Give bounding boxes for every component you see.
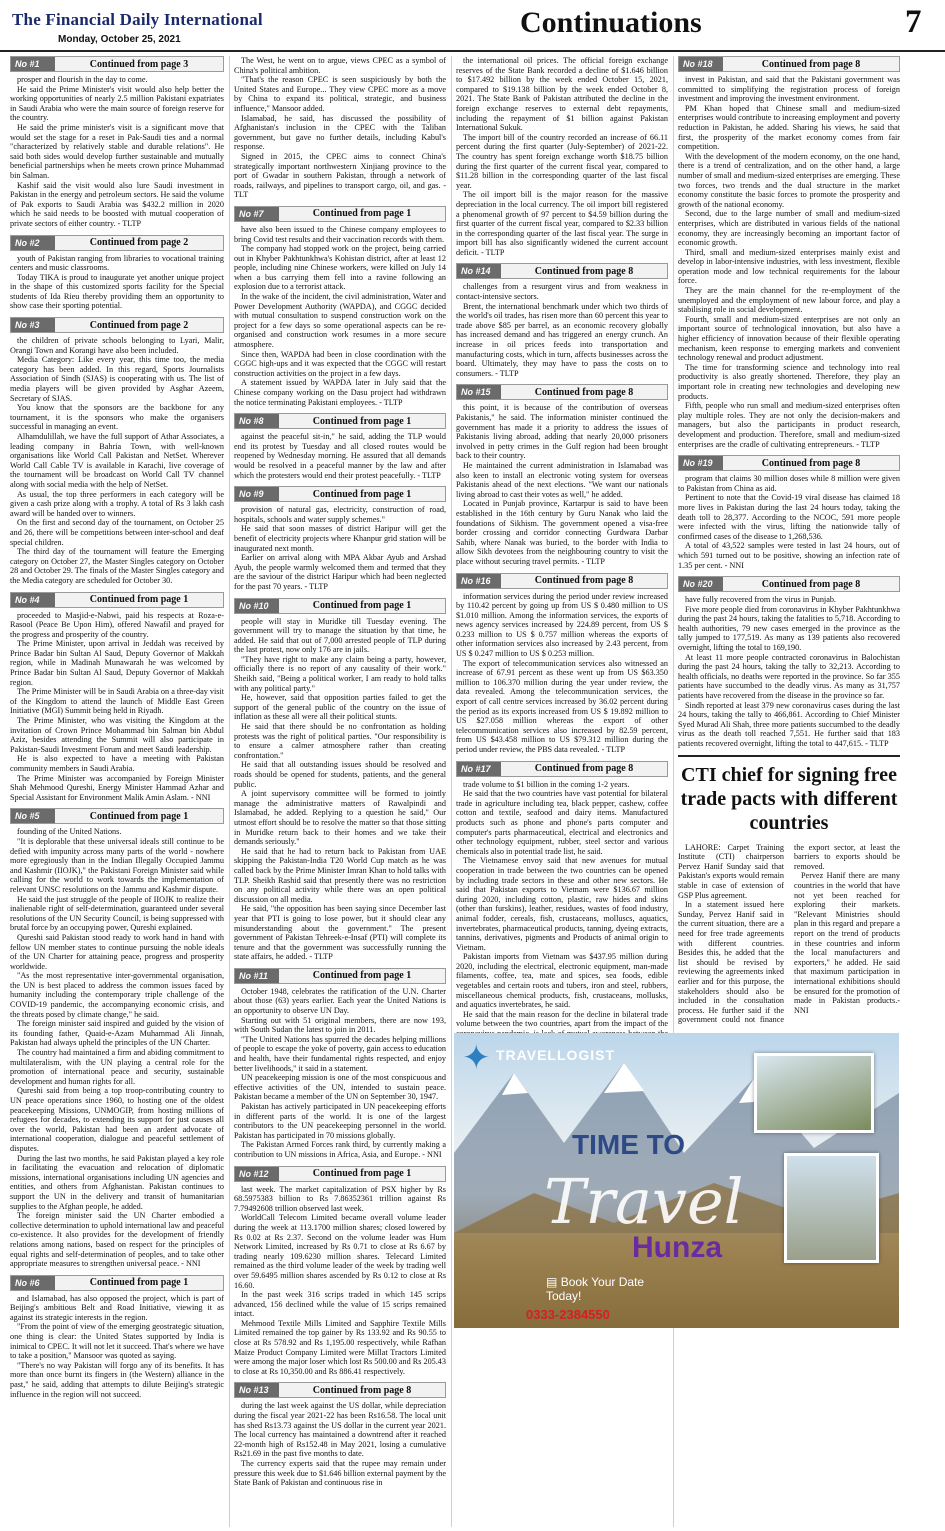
story-paragraph: "That's the reason CPEC is seen suspiciously by both the United States and Europe... They view CPEC more as a move by China to expand its political, strategic, and business influence," Mansoor added. — [234, 75, 446, 113]
story-paragraph: trade volume to $1 billion in the coming 1-2 years. — [463, 779, 630, 789]
story-paragraph: The Prime Minister will be in Saudi Arabia on a three-day visit of the Kingdom to attend the launch of Middle East Green Initiative (MGI) Summit being held in Riyadh. — [10, 687, 224, 716]
story-paragraph: Media Category: Like every year, this time too, the media category has been added. In this regard, Sports Journalists Association of Sindh (SJAS) is cooperating with us. The list of media players will be given provided by Asghar Azeem, Secretary of SJAS. — [10, 355, 224, 403]
ad-headline: TIME TO — [572, 1128, 686, 1160]
story-paragraph: He said the prime minister's visit is a significant move that would set the stage for a reset in Pak-Saudi ties and a normal "characterized by relatively stable and durable relations". He said both sides would develop further sustainable and mutually beneficial partnerships when he meets crown prince Muhammad bin Salman. — [10, 122, 224, 180]
story-paragraph: Qureshi said Pakistan stood ready to work hand in hand with fellow UN member states to continue pursuing the noble ideals of the UN Charter for attaining peace, progress and prosperity worldwide. — [10, 932, 224, 971]
continued-from-label: Continued from page 8 — [534, 575, 634, 586]
story-header — [456, 573, 668, 589]
story-paragraph: The Vietnamese envoy said that new avenues for mutual cooperation in trade between the two countries can be opened by including trade sectors in these and other new sectors. He said that Pakistan exports to Vietnam were $136.67 million during 2020, including cotton, plastic, raw hides and skins (other than furskins), leather, residues, wastes of food industry, animal fodder, cereals, fish, crustaceans, molluscs, aquatics, invertebrates, pharmaceutical products, tanning, dyeing extracts, tannins, derivatives, pigments and Products of animal origin to Vietnam. — [456, 856, 668, 952]
ad-destination: Hunza — [632, 1230, 722, 1264]
feature-headline: CTI chief for signing free trade pacts with different countries — [678, 755, 900, 843]
story-paragraph: He said that the main reason for the decline in bilateral trade volume between the two countries, apart from the impact of the — [456, 1009, 668, 1029]
continued-from-label: Continued from page 1 — [312, 415, 412, 427]
story — [234, 206, 446, 407]
story-paragraph: The West, he went on to argue, views CPEC as a symbol of China's political ambition. — [234, 56, 446, 75]
continued-from-label: Continued from page 2 — [89, 237, 189, 248]
story-number: No #4 — [11, 593, 55, 607]
page-number: 7 — [905, 4, 922, 40]
story-header — [10, 808, 224, 824]
ad-photo-1 — [754, 1053, 874, 1133]
continued-from-label: Continued from page 8 — [534, 763, 634, 775]
story-paragraph: program that claims 30 million doses while 8 million were given to Pakistan from China as aid. — [678, 474, 900, 493]
story-paragraph: Pertinent to note that the Covid-19 viral disease has claimed 18 more lives in Pakistan during the last 24 hours today, taking the death toll to 28,377. According to the NCOC, 591 more people were infected with the virus, lifting the nationwide tally of confirmed cases of the disease to 1,268,536. — [678, 493, 900, 541]
continued-from-label: Continued from page 1 — [312, 600, 412, 611]
story-paragraph: Kashif said the visit would also lure Saudi investment in Pakistan in the energy and petroleum sectors. He said the volume of Pak exports to Saudi Arabia was $432.2 million in 2020 which he said needs to be boosted with mutual cooperation of private sectors of either country. - TLTP — [10, 180, 224, 228]
story-paragraph: He, however, said that opposition parties failed to get the support of the general public of the country on the issue of inflation as these all were all their political stunts. — [234, 693, 446, 722]
story-paragraph: Today TIKA is proud to inaugurate yet another unique project in the shape of this customized sports facility for the Special students of Ida Rieu thereby providing them an opportunity to show case their sporting potential. — [10, 272, 224, 311]
story-paragraph: You know that the sponsors are the backbone for any tournament, it is the sponsors who make the organisers successful in managing an event. — [10, 403, 224, 432]
story-paragraph: "They have right to make any claim being a party, however, officially there is no report of any causality of their work." Sheikh said, "Being a political worker, I am ready to hold talks with any political party." — [234, 654, 446, 693]
story-number: No #1 — [11, 57, 55, 71]
story — [234, 968, 446, 1160]
column-2 — [234, 56, 446, 1527]
story-paragraph: Located in Punjab province, Kartarpur is said to have been established in the 16th century by Guru Nanak who laid the foundations of Sikhism. The government opened a visa-free border crossing and corridor connecting Gurdwara Darbar Sahib, where Nanak was buried, to the border with India to allow Sikh devotees from the neighbouring country to visit the place without securing travel permits. - TLTP — [456, 499, 668, 566]
continued-from-label: Continued from page 3 — [89, 58, 189, 70]
continued-from-label: Continued from page 1 — [312, 488, 412, 500]
story-header — [10, 235, 224, 251]
continued-from-label: Continued from page 1 — [89, 594, 189, 605]
story-header — [678, 56, 900, 72]
story-paragraph: "There's no way Pakistan will forgo any of its benefits. It has more than once burnt its fingers in (the Western) alliance in the past," he said, adding that attempts to dilute Beijing's strategic influence in the region will not succeed. — [10, 1360, 224, 1399]
feature-article — [678, 755, 900, 1025]
story-paragraph: against the peaceful sit-in," he said, adding the TLP would end its protest by Tuesday and all closed routes would be reopened by Wednesday morning. He assured that all demands would be resolved in a peaceful manner by the law and after which the protesters would end their protest peacefully. - TLTP — [234, 432, 446, 480]
story-paragraph: Since then, WAPDA had been in close coordination with the CGGC high-ups and it was expected that the CGGC will restart construction activities on the project in a few days. — [234, 349, 446, 378]
story-paragraph: Sindh reported at least 379 new coronavirus cases during the last 24 hours, taking the tally to 466,861. According to Chief Minister Syed Murad Ali Shah, three more patients succumbed to the deadly virus as the death toll reached 7,551. He further said that 183 patients recovered overnight, lifting the total to 447,615. - TLTP — [678, 700, 900, 748]
story-paragraph: A total of 43,522 samples were tested in last 24 hours, out of which 591 turned out to be positive, showing an infection rate of 1.35 per cent. - NNI — [678, 541, 900, 570]
story-paragraph: A statement issued by WAPDA later in July said that the Chinese company working on the Dasu project had withdrawn the notice terminating Pakistani employees. - TLTP — [234, 378, 446, 407]
story-paragraph: The Prime Minister, who was visiting the Kingdom at the invitation of Crown Prince Mohammad bin Salman bin Abdul Aziz, besides attending the Summit will also participate in Pakistan-Saudi Investment Forum and meet Saudi leadership. — [10, 716, 224, 754]
story-number: No #18 — [679, 57, 723, 71]
story-header — [10, 56, 224, 72]
feature-paragraph: Pervez Hanif there are many countries in the world that have not yet been reached for exploring their markets. "Relevant Ministries should plan in this regard and prepare a report on the trend of products in these countries and inform the local manufacturers and exporters," he added. He said that maximum participation in international exhibitions should be ensured for the promotion of made in Pakistan products.- NNI — [794, 871, 900, 1015]
story-paragraph: WorldCall Telecom Limited became overall volume leader during the week at 113.1700 million shares; closed lowered by Rs 0.02 at Rs 2.37. Second on the volume leader was Hum Network Limited, increased by Rs 0.71 to close at Rs 6.67 by trading nearly 109.6230 million shares. Telecard Limited remained as the third volume leader of the week by trading well over 59.6495 million shares ascended by Rs 0.12 to close at Rs 16.60. — [234, 1213, 446, 1290]
story — [456, 263, 668, 378]
story-paragraph: Earlier on arrival along with MPA Akbar Ayub and Arshad Ayub, the people warmly welcomed them and termed that they are the saviour of the district Haripur which had been neglected for the past 70 years. - TLTP — [234, 553, 446, 591]
story-paragraph: proceeded to Masjid-e-Nabwi, paid his respects at Roza-e-Rasool (Peace Be Upon Him), offered Nawafil and prayed for the progress and prosperity of the country. — [10, 610, 224, 639]
story-paragraph: invest in Pakistan, and said that the Pakistani government was committed to simplifying the registration process of foreign investment and improving the investment environment. — [678, 75, 900, 104]
story-paragraph: PM Khan hoped that Chinese small and medium-sized enterprises would contribute to increasing employment and poverty reduction in Pakistan, he added. Sharing his views, he said that first, the prosperity of the market economy comes from fair competition. — [678, 103, 900, 152]
story-paragraph: The Pakistan Armed Forces rank third, by currently making a contribution to UN missions in Africa, Asia, and Europe. - NNI — [234, 1140, 446, 1159]
story-number: No #2 — [11, 236, 55, 250]
continued-from-label: Continued from page 1 — [89, 810, 189, 822]
story-paragraph: during the last week against the US dollar, while depreciation during the fiscal year 2021-22 has been Rs16.58. The local unit has shed Rs13.73 against the US dollar in the current year 2021. The local currency has maintained a downtrend after it reached 22-month high of Rs152.48 in May 2021, losing a cumulative Rs21.69 in the past five months to date. — [234, 1401, 446, 1459]
story-paragraph: The oil import bill is the major reason for the massive depreciation in the local currency. The oil import bill registered a phenomenal growth of 97 percent to $4.59 billion during the first quarter of the current fiscal year, compared to $2.33 billion in the corresponding quarter of the last fiscal year. The surge in import bill has also significantly widened the current account deficit. - TLTP — [456, 190, 668, 257]
story-paragraph: He said that he had to return back to Pakistan from UAE skipping the Pakistan-India T20 World Cup match as he was called back by the Prime Minister Imran Khan to hold talks with TLP. Sheikh Rashid said that presently there was no restriction on any political activity while there was an open political discussion on all media. — [234, 846, 446, 904]
story-number: No #15 — [457, 385, 501, 399]
story — [678, 576, 900, 749]
story-paragraph: Pakistan imports from Vietnam was $437.95 million during 2020, including the electrical, electronic equipment, man-made filaments, coffee, tea, mate and spices, sea foods, edible vegetables and certain roots and tubers, iron and steel, rubbers, miscellaneous chemical products, fish, crustaceans, mollusks, and aquatics invertebrates, he said. — [456, 952, 668, 1010]
story-paragraph: In the past week 316 scrips traded in which 145 scrips advanced, 156 declined while the value of 15 scrips remained intact. — [234, 1290, 446, 1319]
feature-body — [678, 843, 900, 1025]
story-paragraph: the international oil prices. The official foreign exchange reserves of the State Bank recorded a decline of $1.646 billion to $17.492 billion by the week ended October 15, 2021, compared to $19.138 billion by the week ended October 8, 2021. The State Bank of Pakistan attributed the decline in the foreign exchange reserves to external debt repayments, including the repayment of $1 billion against Pakistan International Sukuk. — [456, 56, 668, 133]
story-paragraph: last week. The market capitalization of PSX higher by Rs 68.5975383 billion to Rs 7.86352361 trillion against Rs 7.79492608 trillion observed last week. — [234, 1184, 446, 1213]
column-divider — [229, 56, 230, 1527]
story-number: No #3 — [11, 318, 55, 332]
story-paragraph: youth of Pakistan ranging from libraries to vocational training centers and music classrooms. — [10, 253, 224, 273]
story — [10, 592, 224, 803]
story-paragraph: He said the Prime Minister's visit would also help better the working opportunities of nearly 2.5 million Pakistani expatriates in Saudi Arabia who were the main source of foreign reserve for the country. — [10, 84, 224, 123]
story-paragraph: The time for transforming science and technology into real productivity is also greatly shortened. Therefore, they play an important role in creating new technologies and developing new products. — [678, 362, 900, 401]
story-paragraph: Signed in 2015, the CPEC aims to connect China's strategically important northwestern Xinjiang province to the port of Gwadar in southern Pakistan, through a network of roads, railways, and pipelines to transport cargo, oil, and gas. - TLT — [234, 151, 446, 200]
continued-from-label: Continued from page 8 — [534, 386, 634, 398]
story-paragraph: The foreign minister said the UN Charter embodied a collective determination to uphold international law and peaceful co-existence. It also provides for the development of friendly relations among nations, based on respect for the principles of equal rights and self-determination of peoples, and to take other appropriate measures to strengthen universal peace. - NNI — [10, 1211, 224, 1269]
story-paragraph: Pakistan has actively participated in UN peacekeeping efforts in different parts of the world. It is one of the largest contributors to the UN peacekeeping personnel in the world. Pakistan has participated in 70 missions globally. — [234, 1102, 446, 1140]
masthead — [0, 0, 945, 52]
story-header — [10, 317, 224, 333]
story-number: No #7 — [235, 207, 279, 221]
travel-advertisement[interactable] — [454, 1033, 899, 1328]
story-number: No #17 — [457, 762, 501, 776]
story-paragraph: Mehmood Textile Mills Limited and Sapphire Textile Mills Limited remained the top gainer by Rs 133.92 and Rs 90.55 to close at Rs 578.92 and Rs 1,195.00 respectively, while Rafhan Maize Product Company Limited were Millat Tractors Limited were among the major loser which lost Rs 500.00 and Rs 205.43 to close at Rs 10,350.00 and Rs 886.41 respectively. — [234, 1318, 446, 1376]
story-number: No #19 — [679, 456, 723, 470]
story-header — [234, 1166, 446, 1182]
story-paragraph: Qureshi said from being a top troop-contributing country to UN peace operations since 1960, to hosting one of the oldest peacekeeping Missions, UNMOGIP, from hosting millions of refugees for decades, to extending its support for just causes all over the world, Pakistan had been an ardent advocate of international cooperation, dialogue and peaceful settlement of disputes. — [10, 1086, 224, 1153]
story-paragraph: He said the just struggle of the people of IIOJK to realize their inalienable right of self-determination, guaranteed under several resolutions of the UN Security Council, is being suppressed with brutal force by an occupying power, Qureshi explained. — [10, 894, 224, 933]
story — [234, 56, 446, 200]
story-paragraph: Starting out with 51 original members, there are now 193, with South Sudan the latest to join in 2011. — [234, 1015, 446, 1035]
story-paragraph: UN peacekeeping mission is one of the most conspicuous and effective activities of the UN, intended to sustain peace. Pakistan became a member of the UN on September 30, 1947. — [234, 1073, 446, 1102]
story-paragraph: have fully recovered from the virus in Punjab. — [685, 595, 836, 605]
story-paragraph: The foreign minister said inspired and guided by the vision of its founding father, Quaid-e-Azam Muhammad Ali Jinnah, Pakistan had always upheld the principles of the UN Charter. — [10, 1019, 224, 1048]
story — [456, 56, 668, 257]
story-header — [234, 206, 446, 222]
bird-logo-icon: ✦ — [462, 1039, 491, 1077]
story-paragraph: Islamabad, he said, has discussed the possibility of Afghanistan's inclusion in the CPEC with the Taliban government, but gave no further details, including Kabul's response. — [234, 113, 446, 152]
story-header — [234, 413, 446, 429]
story-paragraph: The Prime Minister, upon arrival in Jeddah was received by Prince Badar bin Sultan Al Saud, Deputy Governor of Makkah region, while in Madinah Munawarah he was welcomed by Prince Badar bin Sultan Al Saud, Deputy Governor of Makkah region. — [10, 639, 224, 687]
story-paragraph: people will stay in Muridke till Tuesday evening. The government will try to manage the situation by that time, he added. He said that out of 7,000 arrested people of TLP during the last protest, now only 176 are in jails. — [234, 616, 446, 655]
story-paragraph: Fourth, small and medium-sized enterprises are not only an important source of technological innovation, but also have a higher efficiency of innovation because of their flexible operating mechanism, keen response to emerging markets and convenient technology renewal and product adjustment. — [678, 314, 900, 363]
story — [10, 235, 224, 312]
ad-brand: TRAVELLOGIST — [496, 1046, 616, 1063]
calendar-icon: ▤ — [546, 1274, 558, 1289]
story-paragraph: They are the main channel for the re-employment of the unemployed and the employment of new labour force, and play a stabilising role in social development. — [678, 286, 900, 315]
story — [234, 1166, 446, 1377]
story-paragraph: He said, "the opposition has been saying since December last year that PTI is going to lose power, but it should clear any misunderstanding about the government." The present government of Pakistan Tehreek-e-Insaf (PTI) will complete its tenure and that the government was successfully running the state affairs, he added. - TLTP — [234, 904, 446, 962]
story-paragraph: "The United Nations has spurred the decades helping millions of people to escape the yoke of poverty, gain access to education and health, have their fundamental rights respected, and enjoy better livelihoods," it said in a statement. — [234, 1034, 446, 1073]
ad-cta-line2: Today! — [546, 1288, 582, 1303]
story-paragraph: "From the point of view of the emerging geostrategic situation, one thing is clear: the United States supported by India is inimical to CPEC. It will not let it succeed. That's where we have to take a position," Mansoor was quoted as saying. — [10, 1322, 224, 1361]
story — [234, 1382, 446, 1487]
story-number: No #9 — [235, 487, 279, 501]
story-header — [456, 263, 668, 279]
story-paragraph: The third day of the tournament will feature the Emerging category on October 27, the Master Singles category on October 28 and October 29. The finals of the Master Singles category and the Media category are scheduled for October 30. — [10, 547, 224, 585]
story — [456, 573, 668, 755]
story — [10, 56, 224, 229]
story — [234, 598, 446, 962]
story-paragraph: A joint supervisory committee will be formed to jointly manage the administrative matters of Rawalpindi and Islamabad, he added. Replying to a question he said," Our utmost effort should be to resolve the matter so that those sitting in Muridke return back to their homes and we take their demands seriously." — [234, 789, 446, 847]
story-paragraph: Brent, the international benchmark under which two thirds of the world's oil trades, has risen more than 60 percent this year to trade above $85 per barrel, as an economic recovery globally has increased demand and has triggered an energy crunch. An increase in oil prices feeds into transportation and manufacturing costs, which in turn, affects businesses across the board. Ultimately, they may have to pass the costs on to consumers. - TLTP — [456, 301, 668, 378]
story-paragraph: He said that soon masses of district Haripur will get the benefit of electricity projects where Khanpur grid station will be inaugurated next month. — [234, 524, 446, 553]
story — [678, 56, 900, 449]
story-paragraph: At least 11 more people contracted coronavirus in Balochistan during the past 24 hours, taking the tally to 32,213. According to health officials, no deaths were reported in the province. So far 355 patients have succumbed to the deadly virus. As many as 31,757 patients have recovered from the disease in the province so far. — [678, 652, 900, 701]
story-paragraph: He maintained the current administration in Islamabad was also keen to install an electronic voting system for overseas Pakistanis ahead of the next elections. "We want our nationals living abroad to cast their votes as well," he added. — [456, 460, 668, 499]
story-paragraph: "It is deplorable that these universal ideals still continue to be defied with impunity across many parts of the world - nowhere more egregiously than in the Indian Illegally Occupied Jammu and Kashmir (IIOJK)," the Pakistani Foreign Minister said while calling for the world to work towards the implementation of relevant UNSC resolutions on the Jammu and Kashmir dispute. — [10, 836, 224, 894]
story-paragraph: The Prime Minister was accompanied by Foreign Minister Shah Mehmood Qureshi, Energy Minister Hammad Azhar and Special Assistant for Environment Malik Amin Aslam. - NNI — [10, 773, 224, 802]
story-paragraph: the children of private schools belonging to Lyari, Malir, Orangi Town and Korangi have also been included. — [10, 336, 224, 355]
story-paragraph: information services during the period under review increased by 110.42 percent by going up from US $ 0.480 million to US $1.010 million. Among the information services, the exports of news agency services increased by 224.89 percent, from US $ 0.233 million to US $ 0.757 million whereas the exports of other information services also increased by 2.43 percent, from US $ 0.247 million to US $ 0.253 million. — [456, 591, 668, 659]
story — [10, 317, 224, 585]
story-header — [234, 486, 446, 502]
story-paragraph: prosper and flourish in the day to come. — [17, 75, 148, 84]
story-number: No #13 — [235, 1383, 279, 1397]
story-paragraph: The currency experts said that the rupee may remain under pressure this week due to $1.646 billion external payment by the State Bank of Pakistan and continuous rise in — [234, 1459, 446, 1488]
ad-cta[interactable] — [546, 1275, 644, 1303]
newspaper-name: The Financial Daily International — [12, 10, 263, 29]
continued-from-label: Continued from page 8 — [761, 578, 861, 590]
ad-script-word: Travel — [544, 1164, 744, 1238]
story-paragraph: The country had maintained a firm and abiding commitment to multilateralism, with the UN playing a central role for the promotion of international peace and security, sustainable development and human rights for all. — [10, 1048, 224, 1086]
story-number: No #12 — [235, 1167, 279, 1181]
story-number: No #10 — [235, 599, 279, 613]
story-header — [234, 1382, 446, 1398]
continued-from-label: Continued from page 8 — [761, 457, 861, 469]
story-paragraph: The import bill of the country recorded an increase of 66.11 percent during the first quarter (July-September) of 2021-22. The country has spent foreign exchange worth $18.75 billion during the first quarter of the current fiscal year, compared to $11.28 billion in the corresponding quarter of the last fiscal year. — [456, 132, 668, 190]
continued-from-label: Continued from page 8 — [312, 1384, 412, 1396]
story-number: No #6 — [11, 1276, 55, 1290]
story-number: No #8 — [235, 414, 279, 428]
story-paragraph: October 1948, celebrates the ratification of the U.N. Charter about those (63) years earlier. Each year the United Nations is an opportunity to observe UN Day. — [234, 986, 446, 1016]
continued-from-label: Continued from page 1 — [89, 1277, 189, 1289]
story-header — [456, 761, 668, 777]
continued-from-label: Continued from page 1 — [312, 208, 412, 220]
ad-phone[interactable]: 0333-2384550 — [526, 1306, 610, 1322]
issue-date: Monday, October 25, 2021 — [58, 34, 181, 45]
story-paragraph: On the first and second day of the tournament, on October 25 and 26, there will be competitions between inter-school and deaf special children. — [10, 518, 224, 547]
column-4-stories — [678, 56, 900, 749]
continued-from-label: Continued from page 8 — [761, 58, 861, 70]
story-paragraph: The export of telecommunication services also witnessed an increase of 67.91 percent as these went up from US $63.350 million to 106.370 million during the year under review, the data revealed. Among the telecommunication services, the export of call centre services increased by 36.02 percent during the period as its exports increased from US $ 19.892 million to US $27.058 million whereas the export of other telecommunication services also increased by 82.59 percent, from US $43.458 million to US $79.312 million during the period under review, the PBS data revealed. - TLTP — [456, 658, 668, 754]
ad-cta-line1: Book Your Date — [560, 1274, 645, 1289]
story — [678, 455, 900, 570]
story-number: No #5 — [11, 809, 55, 823]
story — [234, 413, 446, 480]
story — [234, 486, 446, 591]
story-paragraph: this point, it is because of the contribution of overseas Pakistanis," he said. The information minister continued the government has made it a priority to address the issues of Pakistanis living abroad, adding that nearly 20,000 prisoners involved in petty crimes in the Gulf region had been brought back to their country. — [456, 403, 668, 461]
story-number: No #16 — [457, 574, 501, 588]
story-paragraph: He said that the two countries have vast potential for bilateral trade in agriculture including tea, black pepper, cashew, coffee cotton and textile, seafood and dairy items. Manufactured products such as phone and phone's parts computer and computer's parts pharmaceutical, electrical and electronics and other technology equipment, rubber, steel sector and various chemicals also in potential trade list, he said. — [456, 789, 668, 856]
story-paragraph: As usual, the top three performers in each category will be given a cash prize along with a trophy. A total of Rs 3 lakh cash award will be handed over to winners. — [10, 489, 224, 518]
story — [10, 1275, 224, 1400]
story-header — [456, 384, 668, 400]
continued-from-label: Continued from page 1 — [312, 1168, 412, 1180]
story-number: No #14 — [457, 264, 501, 278]
story-header — [678, 576, 900, 592]
column-divider — [451, 56, 452, 1527]
story-paragraph: He is also expected to have a meeting with Pakistan community members in Saudi Arabia. — [10, 754, 224, 773]
section-title: Continuations — [520, 6, 702, 39]
feature-paragraph: In a statement issued here Sunday, Pervez Hanif said in the current situation, there are a need for free trade agreements with different countries. Besides this, he added that the list should be revised by reviewing the agreements inked earlier and for this purpose, the stakeholders should also be included in the consultation process. He further said if the government could not finance the export sector, at least the barriers to exports should be removed. — [678, 842, 900, 1025]
story-paragraph: He said that there should be no confrontation as holding protests was the right of political parties. "Our responsibility is to ensure a calmer atmosphere rather than creating confrontation." — [234, 722, 446, 760]
continued-from-label: Continued from page 1 — [312, 970, 412, 982]
story-paragraph: and Islamabad, has also opposed the project, which is part of Beijing's ambitious Belt and Road Initiative, viewing it as against its strategic interests in the region. — [10, 1293, 224, 1322]
story — [456, 761, 668, 1049]
continued-from-label: Continued from page 2 — [89, 319, 189, 331]
story-paragraph: Alhamdulillah, we have the full support of Athar Associates, a leading company in Bahria Town, with well-known organisations like World Call Pakistan and NetSet. Wherever World Call Cable TV is available in Karachi, live coverage of the tournament will be broadcast on World Call TV channel along with social media with the help of NetSet. — [10, 432, 224, 489]
story-paragraph: Five more people died from coronavirus in Khyber Pakhtunkhwa during the past 24 hours, taking the fatalities to 5,718. According to health authorities, 79 new cases emerged in the province as the tally jumped to 177,519. As many as 139 patients also recovered overnight, lifting the total to 169,190. — [678, 604, 900, 653]
story-paragraph: He said that all outstanding issues should be resolved and roads should be opened for students, patients, and the general public. — [234, 760, 446, 789]
story-paragraph: provision of natural gas, electricity, construction of road, hospitals, schools and water supply schemes." — [234, 505, 446, 524]
story-paragraph: The company had stopped work on the project, being carried out in Khyber Pakhtunkhwa's Kohistan district, after at least 12 people, including nine Chinese workers, were killed on July 14 when a bus carrying them fell into a ravine following an explosion due to a terrorist attack. — [234, 244, 446, 292]
story-paragraph: Second, due to the large number of small and medium-sized enterprises, which are distributed in various fields of the national economy, they are increasingly becoming an important factor of economic growth. — [678, 209, 900, 248]
story-header — [10, 592, 224, 608]
story-paragraph: founding of the United Nations. — [17, 827, 122, 837]
story-paragraph: "As the most representative inter-governmental organisation, the UN is best placed to address the common issues faced by humanity including the contemporary triple challenge of the COVID-19 pandemic, the accompanying economic crisis, and the threats posed by climate change," he said. — [10, 971, 224, 1019]
story-paragraph: challenges from a resurgent virus and from weakness in contact-intensive sectors. — [456, 282, 668, 302]
ad-photo-2 — [784, 1153, 879, 1263]
story-paragraph: Third, small and medium-sized enterprises mainly exist and develop in labor-intensive industries, with less investment, flexible operation mode and low technical requirements for the labour force. — [678, 247, 900, 286]
story-number: No #11 — [235, 969, 279, 983]
story-header — [234, 968, 446, 984]
story-header — [678, 455, 900, 471]
story — [10, 808, 224, 1268]
story-number: No #20 — [679, 577, 723, 591]
story-paragraph: During the last two months, he said Pakistan played a key role in facilitating the evacuation and relocation of diplomatic missions, international organisations including UN agencies and entities, and others from Afghanistan. Pakistan continues to support the UN in the delivery and transit of humanitarian supplies to the Afghan people, he added. — [10, 1153, 224, 1211]
story-header — [10, 1275, 224, 1291]
story-header — [234, 598, 446, 614]
continued-from-label: Continued from page 8 — [534, 265, 634, 277]
story-paragraph: In the wake of the incident, the civil administration, Water and Power Development Authority (WAPDA), and CGGC decided with mutual consultation to suspend construction work on the project for a few days so some operational aspects can be re-organised and construction work resumes in a more secure atmosphere. — [234, 292, 446, 350]
feature-paragraph: LAHORE: Carpet Training Institute (CTI) chairperson Pervez Hanif Sunday said that Pakistan's exports would remain stable in case of extension of GSP Plus agreement. — [678, 842, 784, 900]
column-1 — [10, 56, 224, 1527]
story-paragraph: With the development of the modern economy, on the one hand, there is a trend of centralization, and on the other hand, a large number of small and medium-sized enterprises are emerging. These two forces, two trends and the dual structure in the market economy constitute the basic forces to promote the prosperity and growth of the national economy. — [678, 151, 900, 209]
story — [456, 384, 668, 566]
story-paragraph: have also been issued to the Chinese company employees to bring Covid test results and their vaccination records with them. — [234, 224, 446, 244]
story-paragraph: Fifth, people who run small and medium-sized enterprises often play multiple roles. They are not only the decision-makers and managers, but also the participants in product research, development and production. Therefore, small and medium-sized enterprises are the cradle of cultivating entrepreneurs. - TLTP — [678, 401, 900, 449]
